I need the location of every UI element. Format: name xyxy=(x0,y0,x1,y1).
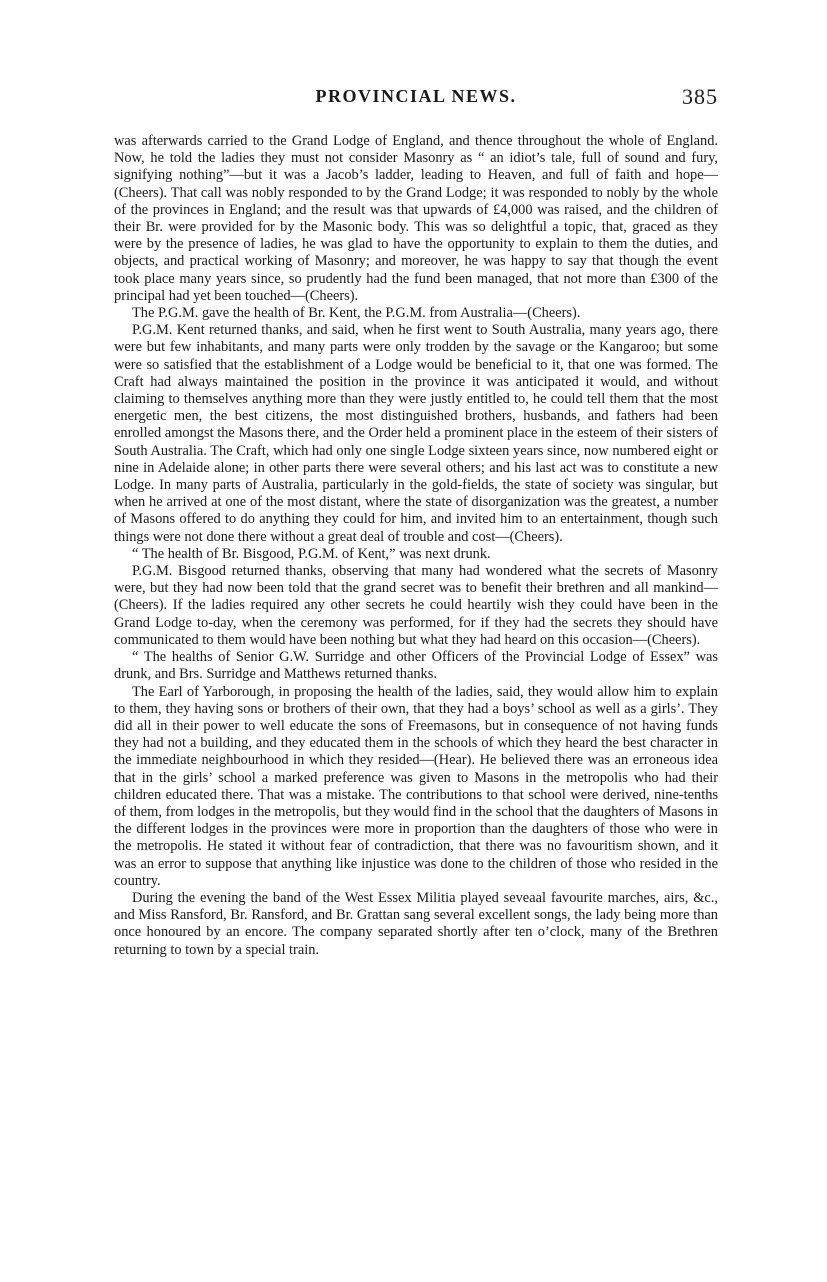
page-header xyxy=(114,84,718,112)
running-title: PROVINCIAL NEWS. xyxy=(315,86,517,106)
paragraph-pgm-toast: The P.G.M. gave the health of Br. Kent, the P.G.M. from Australia—(Cheers). xyxy=(132,305,581,322)
page-number: 385 xyxy=(682,84,718,109)
paragraph-continuation: was afterwards carried to the Grand Lodge of England, and thence throughout the whole of England. Now, he told the ladies they must not consider Masonry as “ an idiot’s tale, full of sound and fury, signifying nothing”—but it was a Jacob’s ladder, leading to Heaven, and full of faith and hope—(Cheers). That call was nobly responded to by the Grand Lodge; it was responded to nobly by the whole of the provinces in England; and the result was that upwards of £4,000 was raised, and the children of their Br. were provided for by the Masonic body. This was so delightful a topic, that, graced as they were by the presence of ladies, he was glad to have the opportunity to explain to them the duties, and objects, and practical working of Masonry; and moreover, he was happy to say that though the event took place many years since, so prudently had the fund been managed, that not more than £300 of the principal had yet been touched—(Cheers). xyxy=(114,133,718,304)
paragraph-kent-reply: P.G.M. Kent returned thanks, and said, when he first went to South Australia, many years ago, there were but few inhabitants, and many parts were only trodden by the savage or the Kangaroo; but some were so satisfied that the establishment of a Lodge would be beneficial to it, that one was formed. The Craft had always maintained the position in the province it was anticipated it would, and without claiming to themselves anything more than they were justly entitled to, he could tell them that the most energetic men, the best citizens, the most distinguished brothers, husbands, and fathers had been enrolled amongst the Masons there, and the Order held a prominent place in the esteem of their sisters of South Australia. The Craft, which had only one single Lodge sixteen years since, now numbered eight or nine in Adelaide alone; in other parts there were several others; and his last act was to constitute a new Lodge. In many parts of Australia, particularly in the gold-fields, the state of society was singular, but when he arrived at one of the most distant, where the state of disorganization was the greatest, a number of Masons offered to do anything they could for him, and invited him to an entertainment, though such things were not done there without a great deal of trouble and cost—(Cheers). xyxy=(114,322,718,545)
paragraph-bisgood-toast: “ The health of Br. Bisgood, P.G.M. of Kent,” was next drunk. xyxy=(132,545,491,562)
paragraph-officers-toast: “ The healths of Senior G.W. Surridge and other Officers of the Provincial Lodge of Essex” was drunk, and Brs. Surridge and Matthews returned thanks. xyxy=(114,649,718,683)
article-body xyxy=(114,133,718,959)
paragraph-evening-music: During the evening the band of the West Essex Militia played seveaal favourite marches, airs, &c., and Miss Ransford, Br. Ransford, and Br. Grattan sang several excellent songs, the lady being more than once honoured by an encore. The company separated shortly after ten o’clock, many of the Brethren returning to town by a special train. xyxy=(114,889,718,958)
paragraph-yarborough-speech: The Earl of Yarborough, in proposing the health of the ladies, said, they would allow him to explain to them, they having sons or brothers of their own, that they had a boys’ school as well as a girls’. They did all in their power to well educate the sons of Freemasons, but in consequence of not having funds they had not a building, and they educated them in the schools of which they heard the best character in the immediate neighbourhood in which they resided—(Hear). He believed there was an erroneous idea that in the girls’ school a marked preference was given to Masons in the metropolis who had their children educated there. That was a mistake. The contributions to that school were derived, nine-tenths of them, from lodges in the metropolis, but they would find in the school that the daughters of Masons in the different lodges in the provinces were more in proportion than the daughters of those who were in the metropolis. He stated it without fear of contradiction, that there was no favouritism shown, and it was an error to suppose that anything like injustice was done to the children of those who resided in the country. xyxy=(114,683,718,889)
paragraph-bisgood-reply: P.G.M. Bisgood returned thanks, observing that many had wondered what the secrets of Masonry were, but they had now been told that the grand secret was to benefit their brethren and all mankind—(Cheers). If the ladies required any other secrets he could heartily wish they could have been in the Grand Lodge to-day, when the ceremony was performed, for if they had the secrets they should have communicated to them would have been nothing but what they had heard on this occasion—(Cheers). xyxy=(114,563,718,648)
